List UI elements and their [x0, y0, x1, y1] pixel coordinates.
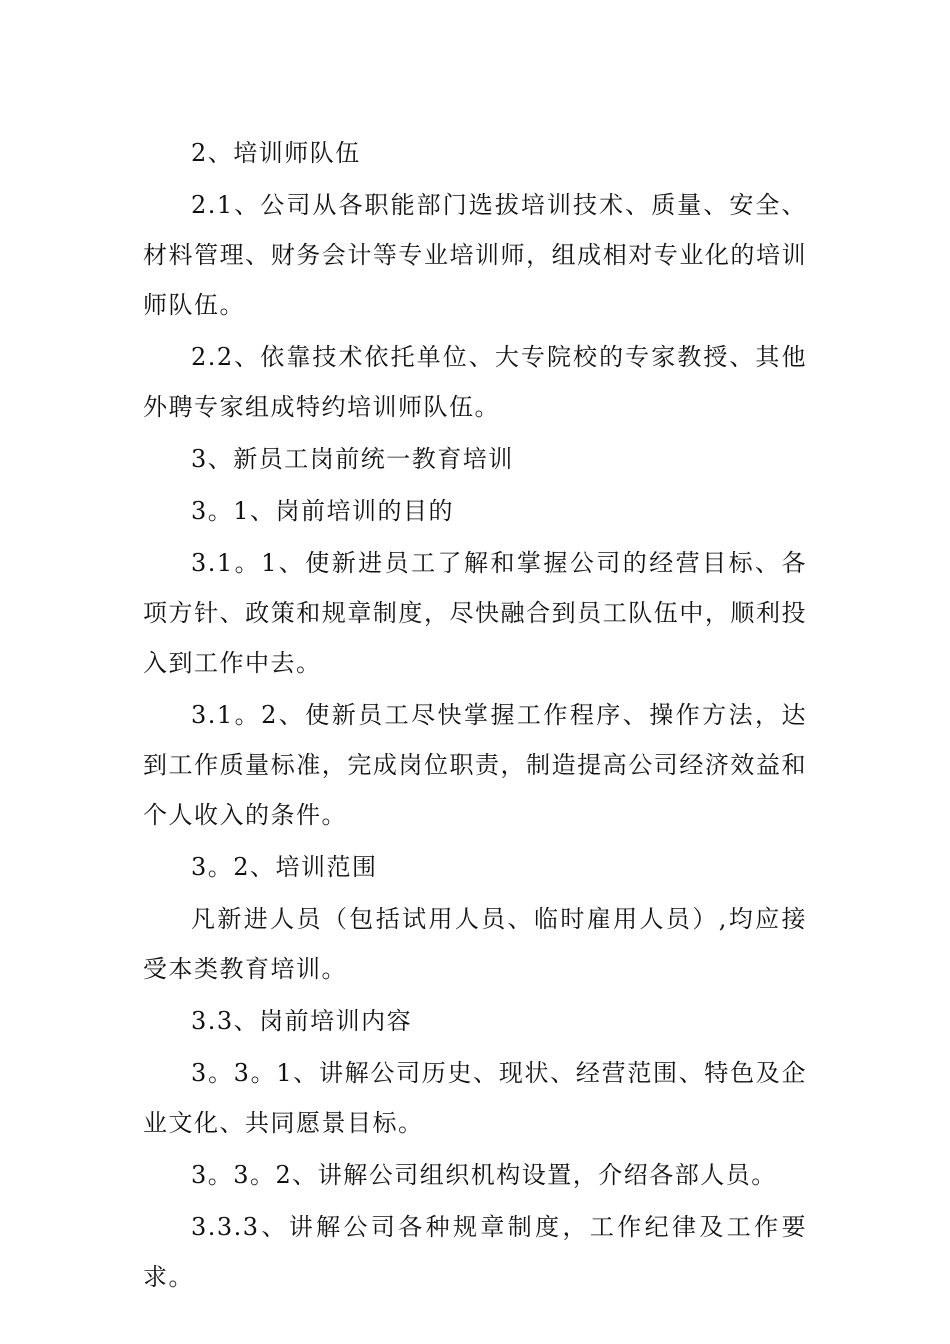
paragraph-3-1-2: 3.1。2、使新员工尽快掌握工作程序、操作方法，达到工作质量标准，完成岗位职责，制造提高公司经济效益和个人收入的条件。 [143, 701, 807, 829]
document-body [143, 128, 807, 1304]
paragraph-training-scope: 凡新进人员（包括试用人员、临时雇用人员）,均应接受本类教育培训。 [143, 905, 807, 983]
heading-new-employee-training: 3、新员工岗前统一教育培训 [191, 445, 514, 473]
paragraph-2-2: 2.2、依靠技术依托单位、大专院校的专家教授、其他外聘专家组成特约培训师队伍。 [143, 343, 807, 421]
paragraph-3-3-2: 3。3。2、讲解公司组织机构设置，介绍各部人员。 [191, 1161, 777, 1189]
heading-training-content: 3.3、岗前培训内容 [191, 1007, 413, 1035]
paragraph-3-3-3: 3.3.3、讲解公司各种规章制度，工作纪律及工作要求。 [143, 1213, 807, 1291]
heading-trainer-team: 2、培训师队伍 [191, 139, 361, 167]
heading-training-purpose: 3。1、岗前培训的目的 [191, 497, 455, 525]
heading-training-scope: 3。2、培训范围 [191, 853, 378, 881]
paragraph-3-3-1: 3。3。1、讲解公司历史、现状、经营范围、特色及企业文化、共同愿景目标。 [143, 1059, 807, 1137]
paragraph-2-1: 2.1、公司从各职能部门选拔培训技术、质量、安全、材料管理、财务会计等专业培训师，组成相对专业化的培训师队伍。 [143, 191, 807, 319]
paragraph-3-1-1: 3.1。1、使新进员工了解和掌握公司的经营目标、各项方针、政策和规章制度，尽快融合到员工队伍中，顺利投入到工作中去。 [143, 549, 807, 677]
